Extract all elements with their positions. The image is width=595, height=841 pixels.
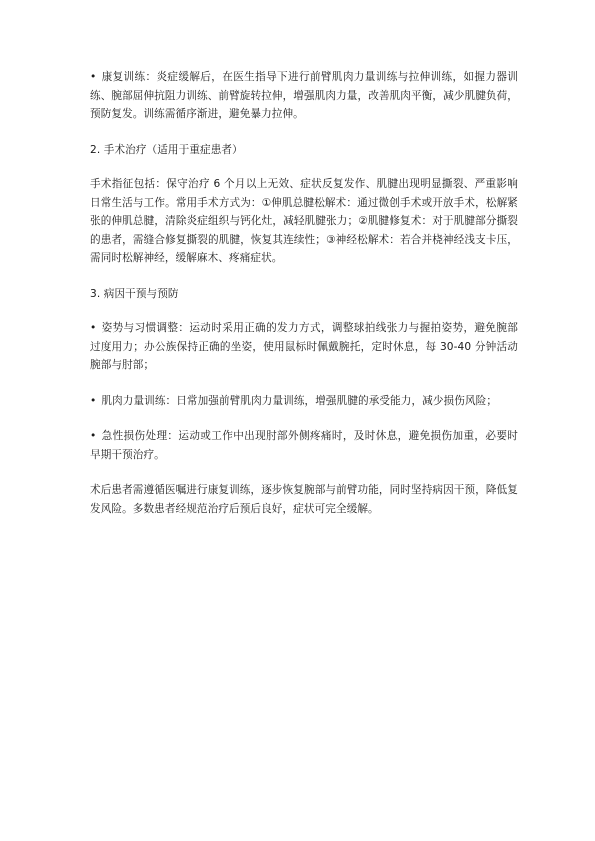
bullet-acute-injury: • 急性损伤处理：运动或工作中出现肘部外侧疼痛时，及时休息，避免损伤加重，必要时早期干预治疗。 — [90, 427, 518, 464]
section-heading-surgery: 2. 手术治疗（适用于重症患者） — [90, 143, 243, 156]
paragraph-surgery-indications: 手术指征包括：保守治疗 6 个月以上无效、症状反复发作、肌腱出现明显撕裂、严重影响日常生活与工作。常用手术方式为：①伸肌总腱松解术：通过微创手术或开放手术，松解紧张的伸肌总腱，清除炎症组织与钙化灶，减轻肌腱张力；②肌腱修复术：对于肌腱部分撕裂的患者，需缝合修复撕裂的肌腱，恢复其连续性；③神经松解术：若合并桡神经浅支卡压，需同时松解神经，缓解麻木、疼痛症状。 — [90, 178, 518, 264]
bullet-muscle-strength: • 肌肉力量训练：日常加强前臂肌肉力量训练，增强肌腱的承受能力，减少损伤风险； — [90, 392, 518, 411]
document-body — [90, 68, 518, 535]
paragraph-postop-summary: 术后患者需遵循医嘱进行康复训练，逐步恢复腕部与前臂功能，同时坚持病因干预，降低复发风险。多数患者经规范治疗后预后良好，症状可完全缓解。 — [90, 484, 518, 515]
bullet-rehab-training: • 康复训练：炎症缓解后，在医生指导下进行前臂肌肉力量训练与拉伸训练，如握力器训练、腕部屈伸抗阻力训练、前臂旋转拉伸，增强肌肉力量，改善肌肉平衡，减少肌腱负荷，预防复发。训练需循序渐进，避免暴力拉伸。 — [90, 68, 518, 124]
section-heading-prevention: 3. 病因干预与预防 — [90, 287, 179, 300]
bullet-posture-habits: • 姿势与习惯调整：运动时采用正确的发力方式，调整球拍线张力与握拍姿势，避免腕部过度用力；办公族保持正确的坐姿，使用鼠标时佩戴腕托，定时休息，每 30-40 分钟活动腕部与肘部； — [90, 319, 518, 375]
